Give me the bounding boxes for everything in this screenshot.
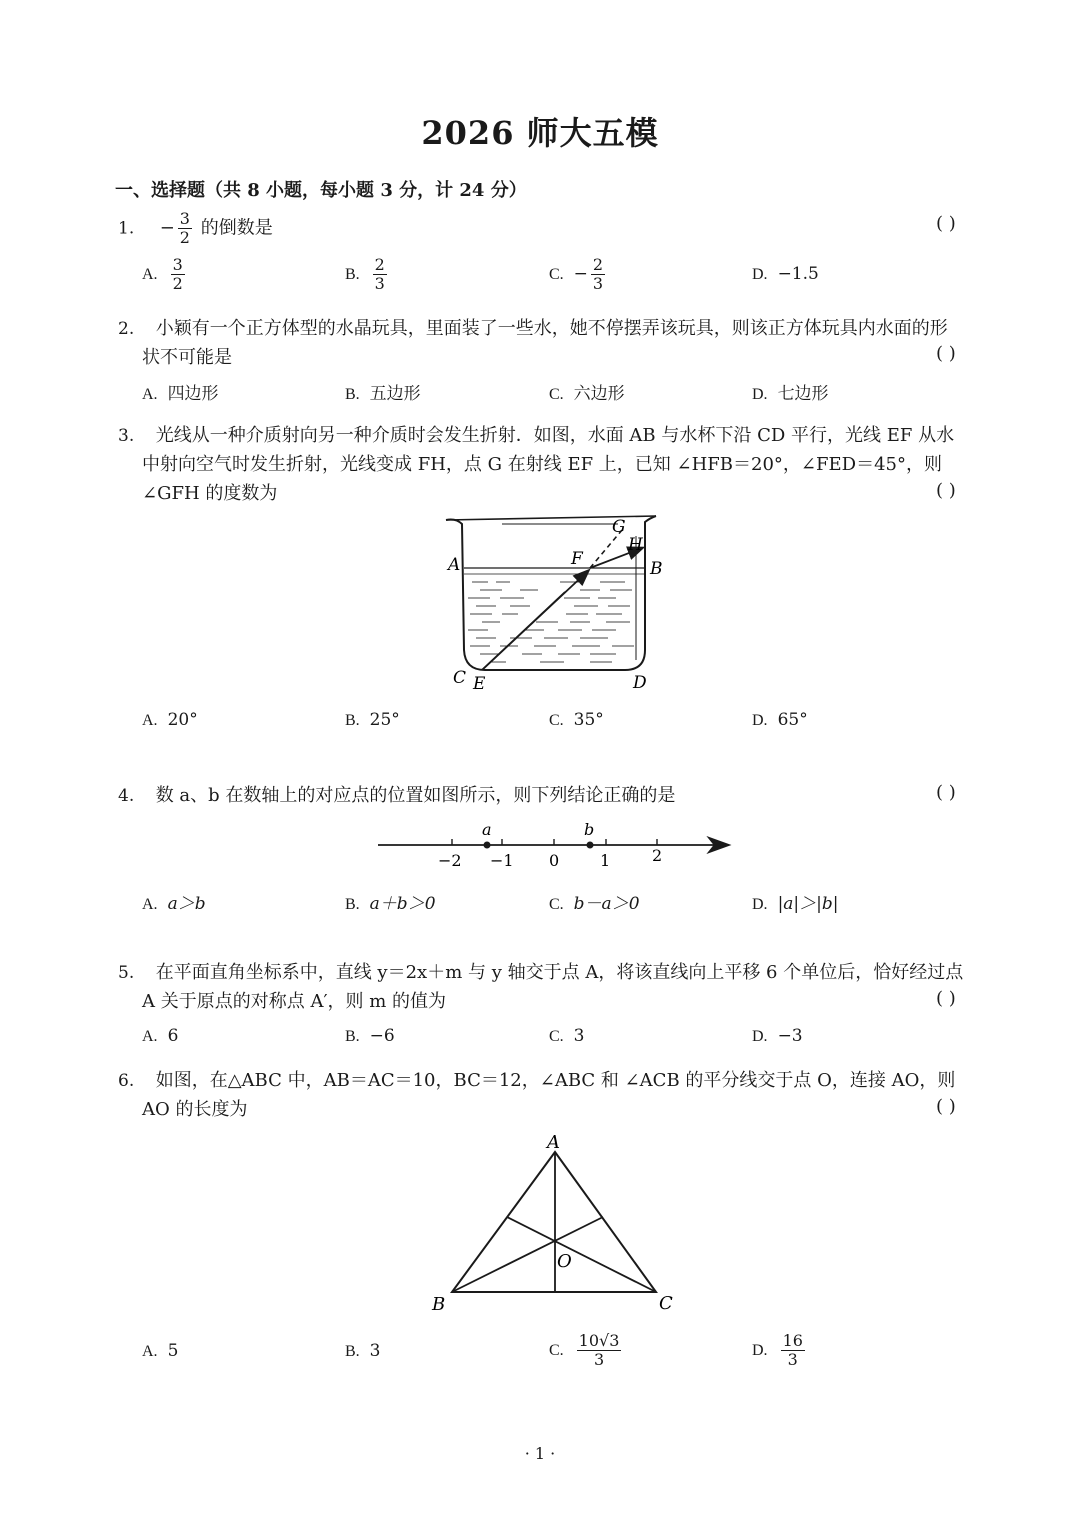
label-c: C (659, 1293, 673, 1314)
label-b: B (432, 1294, 446, 1315)
option-a: A. 20° (142, 710, 198, 730)
point-a-label: a (482, 820, 492, 839)
question-text-line1: 在平面直角坐标系中，直线 y＝2x＋m 与 y 轴交于点 A，将该直线向上平移 6 个单位后，恰好经过点 (155, 962, 964, 983)
question-number: 5. (118, 963, 135, 983)
triangle-abc (452, 1152, 656, 1292)
option-d: D. 65° (752, 710, 808, 730)
option-b: B. a＋b＞0 (345, 894, 436, 914)
option-c: C. b－a＞0 (549, 894, 640, 914)
tick-label: 0 (549, 851, 560, 870)
question-number: 2. (118, 319, 135, 339)
label-h: H (628, 535, 643, 555)
option-c: C. − $\frac{2}{3}$ (549, 255, 604, 293)
option-a: A. a＞b (142, 894, 206, 914)
label-c: C (453, 668, 467, 688)
question-number: 1. (118, 218, 135, 239)
option-d: D. −3 (752, 1026, 803, 1046)
option-b: B. 3 (345, 1341, 381, 1361)
option-b: B. 五边形 (345, 384, 421, 404)
label-f: F (571, 549, 583, 569)
question-text-line3: ∠GFH 的度数为 (142, 483, 278, 504)
beaker-outline (446, 516, 656, 670)
q1-fraction: $\frac{3}{2}$ (179, 209, 190, 247)
option-b: B. 25° (345, 710, 400, 730)
question-text-line1: 数 a、b 在数轴上的对应点的位置如图所示，则下列结论正确的是 (155, 785, 676, 806)
tick-label: 1 (600, 851, 611, 870)
option-b: B. $\frac{2}{3}$ (345, 255, 385, 293)
option-d: D. |a|＞|b| (752, 894, 839, 914)
label-o: O (557, 1251, 572, 1272)
option-a: A. 5 (142, 1341, 179, 1361)
option-b: B. −6 (345, 1026, 395, 1046)
page-number: · 1 · (524, 1444, 556, 1463)
question-text-line1: 如图，在△ABC 中，AB＝AC＝10，BC＝12，∠ABC 和 ∠ACB 的平分线交于点 O，连接 AO，则 (155, 1070, 956, 1091)
option-d: D. 七边形 (752, 384, 829, 404)
answer-paren: ( ) (936, 988, 956, 1009)
option-c: C. 3 (549, 1026, 585, 1046)
question-text-line2: 状不可能是 (142, 347, 232, 368)
label-b: B (650, 559, 663, 579)
point-b-dot (587, 842, 594, 849)
label-d: D (633, 673, 647, 693)
triangle-figure (425, 1130, 690, 1320)
label-a: A (448, 555, 461, 575)
label-g: G (612, 517, 626, 537)
option-d: D. −1.5 (752, 264, 819, 284)
answer-paren: ( ) (936, 213, 956, 234)
question-text-line1: 光线从一种介质射向另一种介质时会发生折射．如图，水面 AB 与水杯下沿 CD 平行，光线 EF 从水 (155, 425, 955, 446)
question-number: 6. (118, 1071, 135, 1091)
q1-neg-sign: − (159, 217, 175, 239)
option-a: A. 四边形 (142, 384, 219, 404)
question-text-line2: AO 的长度为 (142, 1099, 248, 1120)
tick-label: 2 (652, 846, 663, 865)
question-text-line2: 中射向空气时发生折射，光线变成 FH，点 G 在射线 EF 上，已知 ∠HFB＝20°，∠FED＝45°，则 (142, 454, 942, 475)
label-a: A (547, 1132, 560, 1153)
option-c: C. 六边形 (549, 384, 625, 404)
answer-paren: ( ) (936, 1096, 956, 1117)
option-c: C. $\frac{10√3}{3}$ (549, 1331, 620, 1369)
option-c: C. 35° (549, 710, 604, 730)
answer-paren: ( ) (936, 782, 956, 803)
question-text-line2: A 关于原点的对称点 A′，则 m 的值为 (142, 991, 447, 1012)
answer-paren: ( ) (936, 343, 956, 364)
option-a: A. 6 (142, 1026, 179, 1046)
question-number: 3. (118, 426, 135, 446)
section-heading: 一、选择题（共 8 小题，每小题 3 分，计 24 分） (115, 180, 527, 201)
label-e: E (473, 674, 486, 694)
refraction-figure (440, 510, 670, 695)
question-text-line1: 小颖有一个正方体型的水晶玩具，里面装了一些水，她不停摆弄该玩具，则该正方体玩具内水面的形 (155, 318, 948, 339)
number-line (370, 815, 740, 875)
option-a: A. $\frac{3}{2}$ (142, 255, 183, 293)
point-b-label: b (584, 820, 595, 839)
page-title: 2026 师大五模 (421, 114, 659, 152)
tick-label: −2 (438, 851, 462, 870)
question-text: 的倒数是 (200, 217, 273, 239)
point-a-dot (484, 842, 491, 849)
answer-paren: ( ) (936, 480, 956, 501)
option-d: D. $\frac{16}{3}$ (752, 1331, 803, 1369)
water-hatching (468, 582, 634, 662)
tick-label: −1 (490, 851, 514, 870)
question-number: 4. (118, 786, 135, 806)
